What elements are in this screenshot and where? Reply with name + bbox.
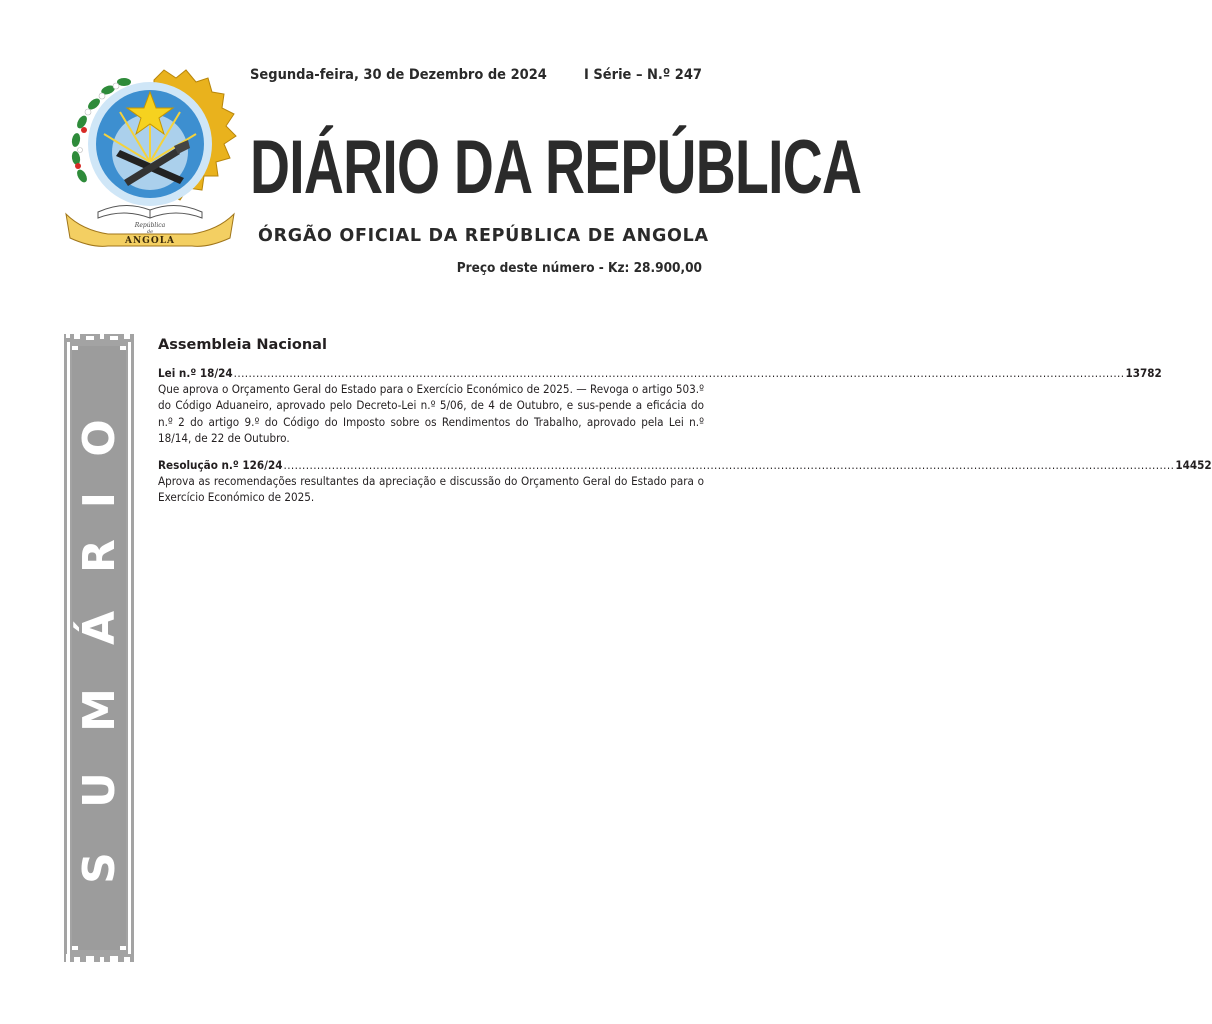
sidebar-letter-i: I <box>74 491 125 509</box>
entry-description: Aprova as recomendações resultantes da apreciação e discussão do Orçamento Geral do Estado para o Exercício Económico de 2025. <box>158 474 704 505</box>
summary-entry <box>158 457 1212 506</box>
entry-reference: Lei n.º 18/24 <box>158 366 233 380</box>
coat-of-arms-icon <box>58 62 238 248</box>
summary-entry <box>158 365 1162 446</box>
section-title: Assembleia Nacional <box>158 337 327 353</box>
sidebar-letter-s: S <box>74 852 125 884</box>
issue-price: Preço deste número - Kz: 28.900,00 <box>456 260 702 276</box>
entry-leader-dots <box>284 457 1175 473</box>
entry-heading[interactable] <box>158 365 1162 381</box>
summary-sidebar <box>64 334 134 962</box>
sidebar-letter-a-acute: Á <box>74 610 125 646</box>
entry-leader-dots <box>234 365 1125 381</box>
summary-content <box>158 334 1212 517</box>
issue-date: Segunda-feira, 30 de Dezembro de 2024 <box>250 67 547 83</box>
emblem-small-text-1: República <box>134 222 166 229</box>
entry-page-number: 14452 <box>1175 458 1212 473</box>
entry-heading[interactable] <box>158 457 1212 473</box>
emblem-ribbon-text: ANGOLA <box>124 236 176 246</box>
entry-description: Que aprova o Orçamento Geral do Estado para o Exercício Económico de 2025. — Revoga o artigo 503.º do Código Aduaneiro, aprovado pelo Decreto-Lei n.º 5/06, de 4 de Outubro, e sus-pende a eficácia do n.º 2 do artigo 9.º do Código do Imposto sobre os Rendimentos do Trabalho, aprovado pela Lei n.º 18/14, de 22 de Outubro. <box>158 382 704 445</box>
emblem-small-text-2: de <box>146 229 154 235</box>
sidebar-letter-u: U <box>74 772 125 808</box>
entry-page-number: 13782 <box>1125 366 1162 380</box>
masthead-subtitle: ÓRGÃO OFICIAL DA REPÚBLICA DE ANGOLA <box>258 226 709 246</box>
masthead <box>250 118 862 218</box>
sidebar-letter-m: M <box>74 688 125 732</box>
issue-series-number: I Série – N.º 247 <box>584 67 702 83</box>
entry-reference: Resolução n.º 126/24 <box>158 458 283 473</box>
masthead-title: DIÁRIO DA REPÚBLICA <box>250 125 862 210</box>
sidebar-letter-r: R <box>74 539 125 573</box>
sidebar-letter-o: O <box>74 419 125 457</box>
